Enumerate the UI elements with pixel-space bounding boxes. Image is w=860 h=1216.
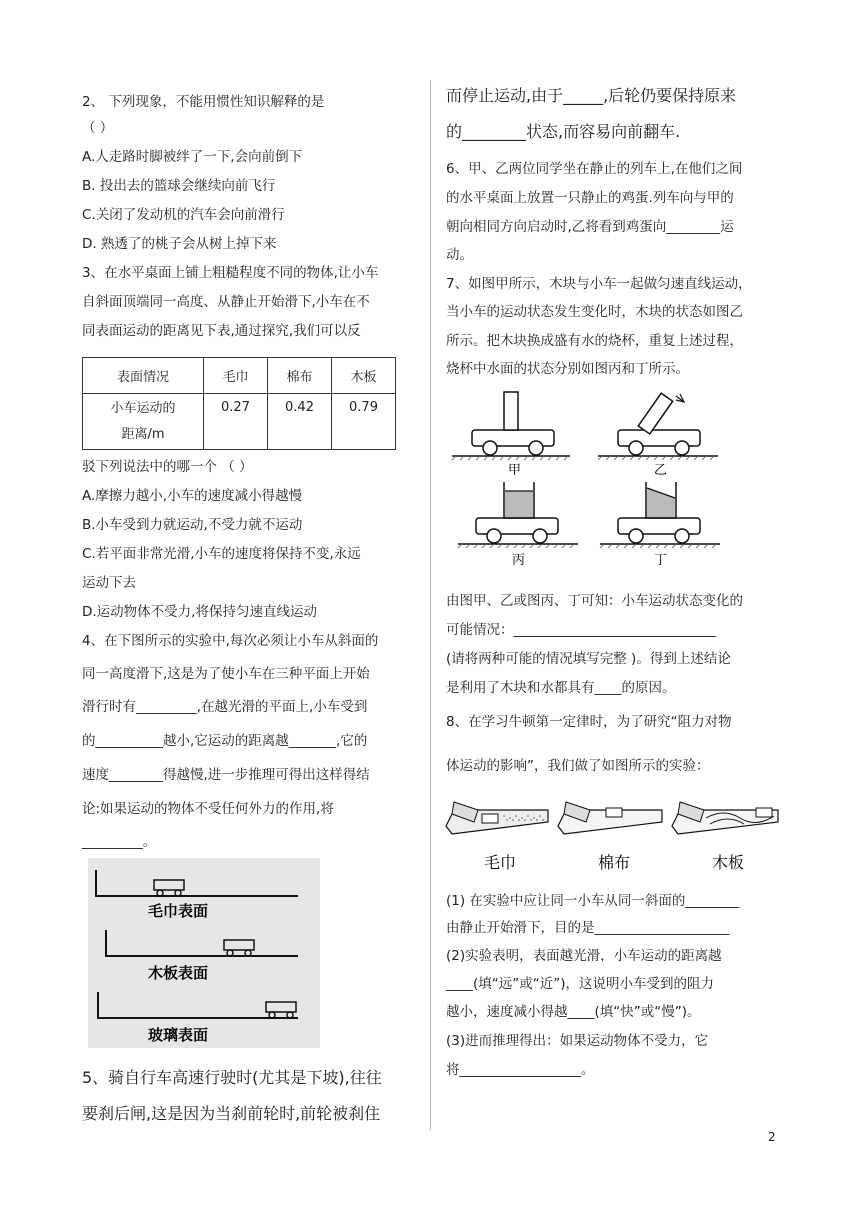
table-row-label-2: 距离/m bbox=[121, 426, 165, 442]
q2-option-c: C.关闭了发动机的汽车会向前滑行 bbox=[82, 207, 285, 223]
q3-option-b: B.小车受到力就运动,不受力就不运动 bbox=[82, 517, 303, 533]
q7-stem-3: 所示。把木块换成盛有水的烧杯，重复上述过程， bbox=[446, 333, 743, 349]
q8-stem-2: 体运动的影响”，我们做了如图所示的实验： bbox=[446, 758, 710, 774]
carts-figure bbox=[448, 388, 722, 570]
table-row-label-1: 小车运动的 bbox=[110, 400, 176, 416]
q5-stem-4: 的________状态,而容易向前翻车. bbox=[446, 122, 681, 141]
fig-label-towel: 毛巾表面 bbox=[148, 902, 209, 920]
q8-stem-1: 8、在学习牛顿第一定律时，为了研究“阻力对物 bbox=[446, 714, 732, 730]
q4-stem-1: 4、在下图所示的实验中,每次必须让小车从斜面的 bbox=[82, 633, 379, 649]
q7-stem-1: 7、如图甲所示，木块与小车一起做匀速直线运动， bbox=[446, 276, 752, 292]
q2-blank: （ ） bbox=[82, 120, 114, 136]
q8-part2-c: 越小，速度减小得越____(填“快”或“慢”)。 bbox=[446, 1004, 701, 1020]
q8-part3-a: (3)进而推理得出：如果运动物体不受力，它 bbox=[446, 1033, 709, 1049]
surface-label-cotton: 棉布 bbox=[598, 853, 631, 872]
q7-stem-4: 烧杯中水面的状态分别如图丙和丁所示。 bbox=[446, 361, 689, 377]
q7-stem-6: 可能情况：______________________________ bbox=[446, 622, 716, 638]
table-header-cotton: 棉布 bbox=[268, 358, 332, 394]
table-header-surface: 表面情况 bbox=[83, 358, 204, 394]
q3-stem-2: 自斜面顶端同一高度、从静止开始滑下,小车在不 bbox=[82, 294, 370, 310]
table-value-wood: 0.79 bbox=[332, 394, 396, 450]
q2-option-d: D. 熟透了的桃子会从树上掉下来 bbox=[82, 236, 277, 252]
q8-part2-a: (2)实验表明，表面越光滑，小车运动的距离越 bbox=[446, 948, 722, 964]
distance-table bbox=[82, 357, 396, 450]
q7-stem-5: 由图甲、乙或图丙、丁可知：小车运动状态变化的 bbox=[446, 593, 743, 609]
fig-label-jia: 甲 bbox=[508, 463, 522, 478]
table-header-wood: 木板 bbox=[332, 358, 396, 394]
q5-stem-2: 要刹后闸,这是因为当刹前轮时,前轮被刹住 bbox=[82, 1104, 381, 1123]
fig-label-yi: 乙 bbox=[654, 463, 668, 478]
q3-option-c-1: C.若平面非常光滑,小车的速度将保持不变,永远 bbox=[82, 546, 361, 562]
surfaces-figure bbox=[88, 858, 320, 1048]
q8-part1-a: (1) 在实验中应让同一小车从同一斜面的________ bbox=[446, 893, 740, 909]
q8-part3-b: 将__________________。 bbox=[446, 1062, 595, 1078]
surface-label-towel: 毛巾 bbox=[484, 853, 517, 872]
q2-option-b: B. 投出去的篮球会继续向前飞行 bbox=[82, 178, 276, 194]
q4-stem-7: _________。 bbox=[82, 834, 157, 850]
q3-option-d: D.运动物体不受力,将保持匀速直线运动 bbox=[82, 604, 317, 620]
column-divider bbox=[430, 80, 431, 1130]
q5-stem-1: 5、骑自行车高速行驶时(尤其是下坡),往往 bbox=[82, 1068, 382, 1087]
table-value-towel: 0.27 bbox=[204, 394, 268, 450]
q5-stem-3: 而停止运动,由于_____,后轮仍要保持原来 bbox=[446, 86, 737, 105]
q2-stem: 2、 下列现象，不能用惯性知识解释的是 bbox=[82, 94, 325, 110]
q8-part2-b: ____(填“远”或“近”)，这说明小车受到的阻力 bbox=[446, 976, 715, 992]
q4-stem-5: 速度________得越慢,进一步推理可得出这样得结 bbox=[82, 767, 370, 783]
q4-stem-2: 同一高度滑下,这是为了使小车在三种平面上开始 bbox=[82, 666, 370, 682]
fig-label-wood: 木板表面 bbox=[148, 964, 209, 982]
page-number: 2 bbox=[768, 1130, 776, 1144]
fig-label-ding: 丁 bbox=[654, 553, 668, 568]
q4-stem-6: 论:如果运动的物体不受任何外力的作用,将 bbox=[82, 801, 334, 817]
q2-option-a: A.人走路时脚被绊了一下,会向前倒下 bbox=[82, 149, 303, 165]
q6-stem-4: 动。 bbox=[446, 247, 473, 263]
fig-label-bing: 丙 bbox=[512, 553, 526, 568]
q3-stem-1: 3、在水平桌面上铺上粗糙程度不同的物体,让小车 bbox=[82, 265, 379, 281]
q4-stem-3: 滑行时有_________,在越光滑的平面上,小车受到 bbox=[82, 699, 368, 715]
table-header-towel: 毛巾 bbox=[204, 358, 268, 394]
fig-label-glass: 玻璃表面 bbox=[148, 1026, 209, 1044]
q6-stem-1: 6、甲、乙两位同学坐在静止的列车上,在他们之间 bbox=[446, 161, 743, 177]
q6-stem-2: 的水平桌面上放置一只静止的鸡蛋.列车向与甲的 bbox=[446, 190, 734, 206]
q3-option-a: A.摩擦力越小,小车的速度减小得越慢 bbox=[82, 488, 303, 504]
q7-stem-8: 是利用了木块和水都具有____的原因。 bbox=[446, 680, 676, 696]
table-row-label bbox=[83, 394, 204, 450]
q6-stem-3: 朝向相同方向启动时,乙将看到鸡蛋向________运 bbox=[446, 219, 734, 235]
q3-option-c-2: 运动下去 bbox=[82, 575, 136, 591]
q3-stem-3: 同表面运动的距离见下表,通过探究,我们可以反 bbox=[82, 323, 361, 339]
table-value-cotton: 0.42 bbox=[268, 394, 332, 450]
q3-stem-4: 驳下列说法中的哪一个 （ ） bbox=[82, 459, 253, 475]
q7-stem-7: (请将两种可能的情况填写完整 )。得到上述结论 bbox=[446, 651, 731, 667]
q8-part1-b: 由静止开始滑下，目的是____________________ bbox=[446, 920, 730, 936]
surface-label-wood: 木板 bbox=[712, 853, 745, 872]
q7-stem-2: 当小车的运动状态发生变化时，木块的状态如图乙 bbox=[446, 304, 743, 320]
slopes-figure bbox=[444, 794, 780, 874]
q4-stem-4: 的__________越小,它运动的距离越_______,它的 bbox=[82, 733, 368, 749]
